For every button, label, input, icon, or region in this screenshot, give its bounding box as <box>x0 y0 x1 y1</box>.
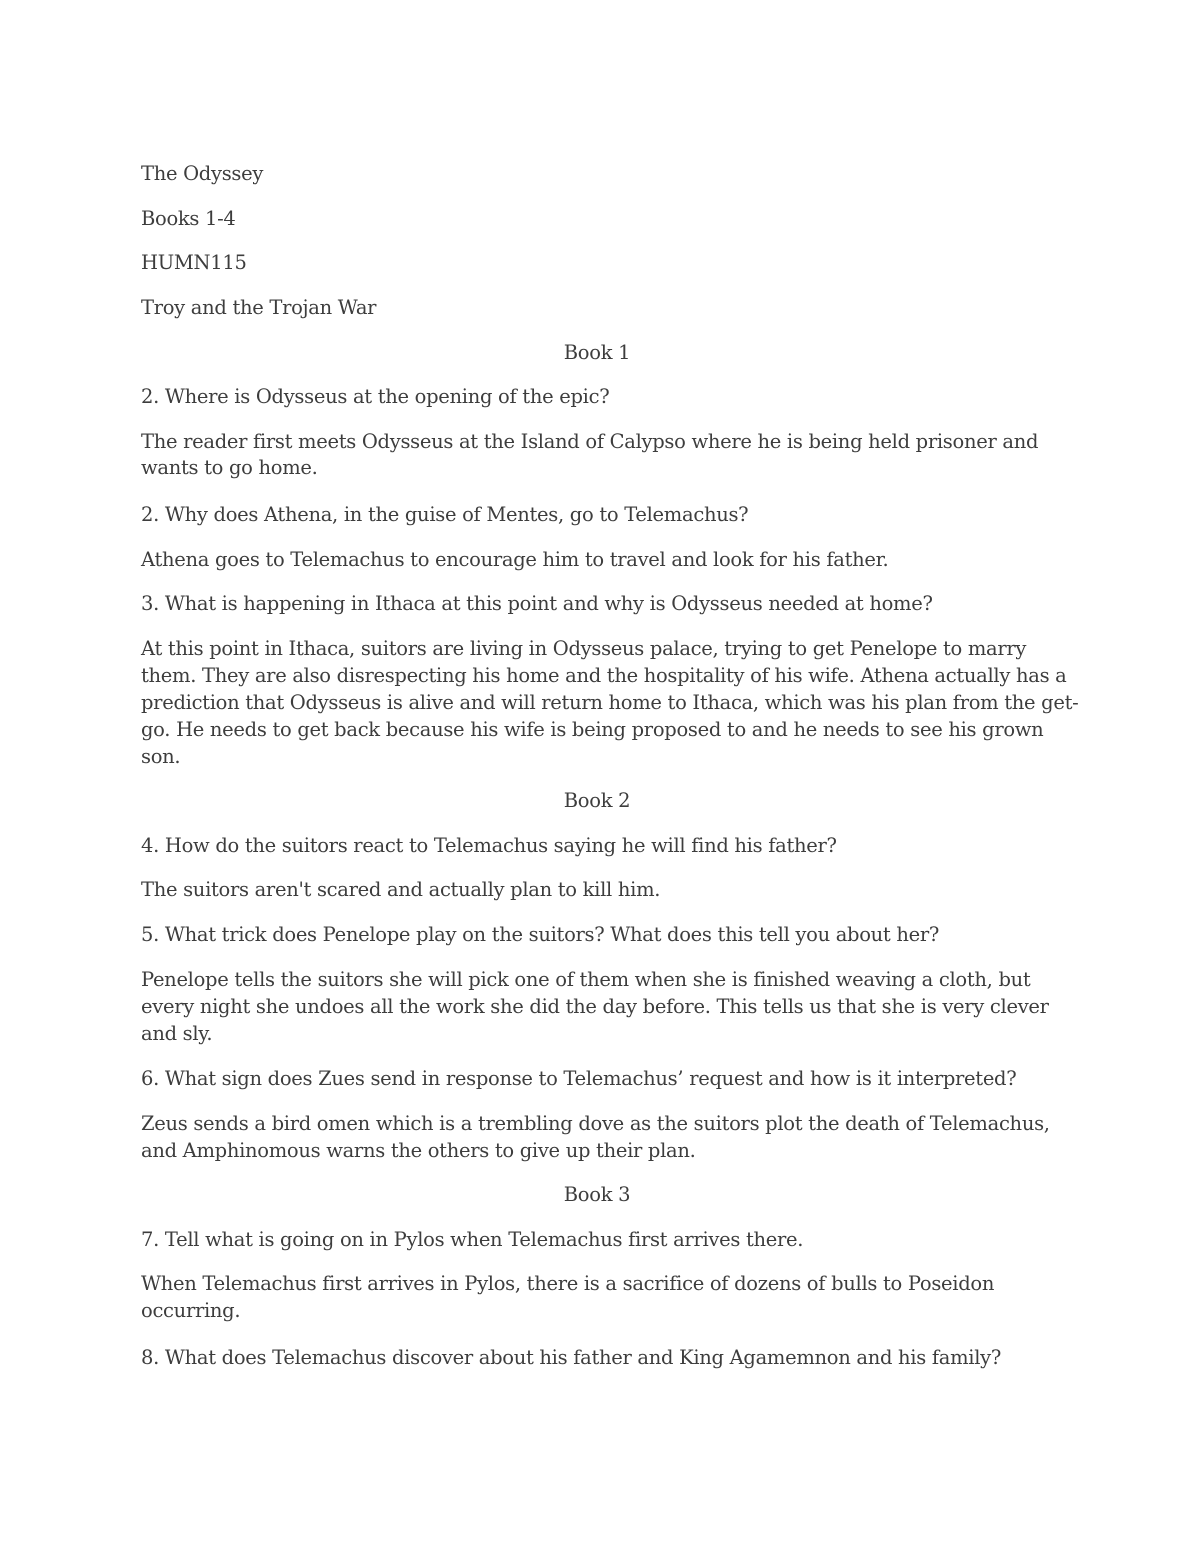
answer-6-line-2: and Amphinomous warns the others to give up their plan. <box>141 1139 696 1162</box>
section-heading-book-2: Book 2 <box>563 789 631 812</box>
answer-7-line-1: When Telemachus first arrives in Pylos, there is a sacrifice of dozens of bulls to Poseidon <box>141 1272 995 1295</box>
question-7: 7. Tell what is going on in Pylos when Telemachus first arrives there. <box>141 1228 804 1251</box>
answer-5-line-1: Penelope tells the suitors she will pick one of them when she is finished weaving a cloth, but <box>141 968 1031 991</box>
books-range: Books 1-4 <box>141 207 236 230</box>
question-3: 3. What is happening in Ithaca at this point and why is Odysseus needed at home? <box>141 592 933 615</box>
question-5: 5. What trick does Penelope play on the suitors? What does this tell you about her? <box>141 923 940 946</box>
answer-1-line-1: The reader first meets Odysseus at the Island of Calypso where he is being held prisoner and <box>141 430 1039 453</box>
document-title: The Odyssey <box>141 162 264 185</box>
answer-2-line-1: Athena goes to Telemachus to encourage him to travel and look for his father. <box>141 548 889 571</box>
answer-3-line-4: go. He needs to get back because his wife is being proposed to and he needs to see his grown <box>141 718 1044 741</box>
topic-line: Troy and the Trojan War <box>141 296 377 319</box>
question-6: 6. What sign does Zues send in response to Telemachus’ request and how is it interpreted? <box>141 1067 1017 1090</box>
section-heading-book-1: Book 1 <box>563 341 631 364</box>
answer-6-line-1: Zeus sends a bird omen which is a trembling dove as the suitors plot the death of Telemachus, <box>141 1112 1050 1135</box>
section-heading-book-3: Book 3 <box>563 1183 631 1206</box>
question-2: 2. Why does Athena, in the guise of Mentes, go to Telemachus? <box>141 503 749 526</box>
question-8: 8. What does Telemachus discover about his father and King Agamemnon and his family? <box>141 1346 1002 1369</box>
question-1: 2. Where is Odysseus at the opening of the epic? <box>141 385 610 408</box>
answer-3-line-5: son. <box>141 745 181 768</box>
answer-4-line-1: The suitors aren't scared and actually plan to kill him. <box>141 878 661 901</box>
course-code: HUMN115 <box>141 251 247 274</box>
answer-5-line-3: and sly. <box>141 1022 213 1045</box>
answer-3-line-1: At this point in Ithaca, suitors are living in Odysseus palace, trying to get Penelope to marry <box>141 637 1027 660</box>
answer-3-line-3: prediction that Odysseus is alive and will return home to Ithaca, which was his plan from the get- <box>141 691 1079 714</box>
answer-5-line-2: every night she undoes all the work she did the day before. This tells us that she is very clever <box>141 995 1049 1018</box>
answer-1-line-2: wants to go home. <box>141 456 318 479</box>
question-4: 4. How do the suitors react to Telemachus saying he will find his father? <box>141 834 837 857</box>
answer-7-line-2: occurring. <box>141 1299 241 1322</box>
answer-3-line-2: them. They are also disrespecting his home and the hospitality of his wife. Athena actually has a <box>141 664 1067 687</box>
